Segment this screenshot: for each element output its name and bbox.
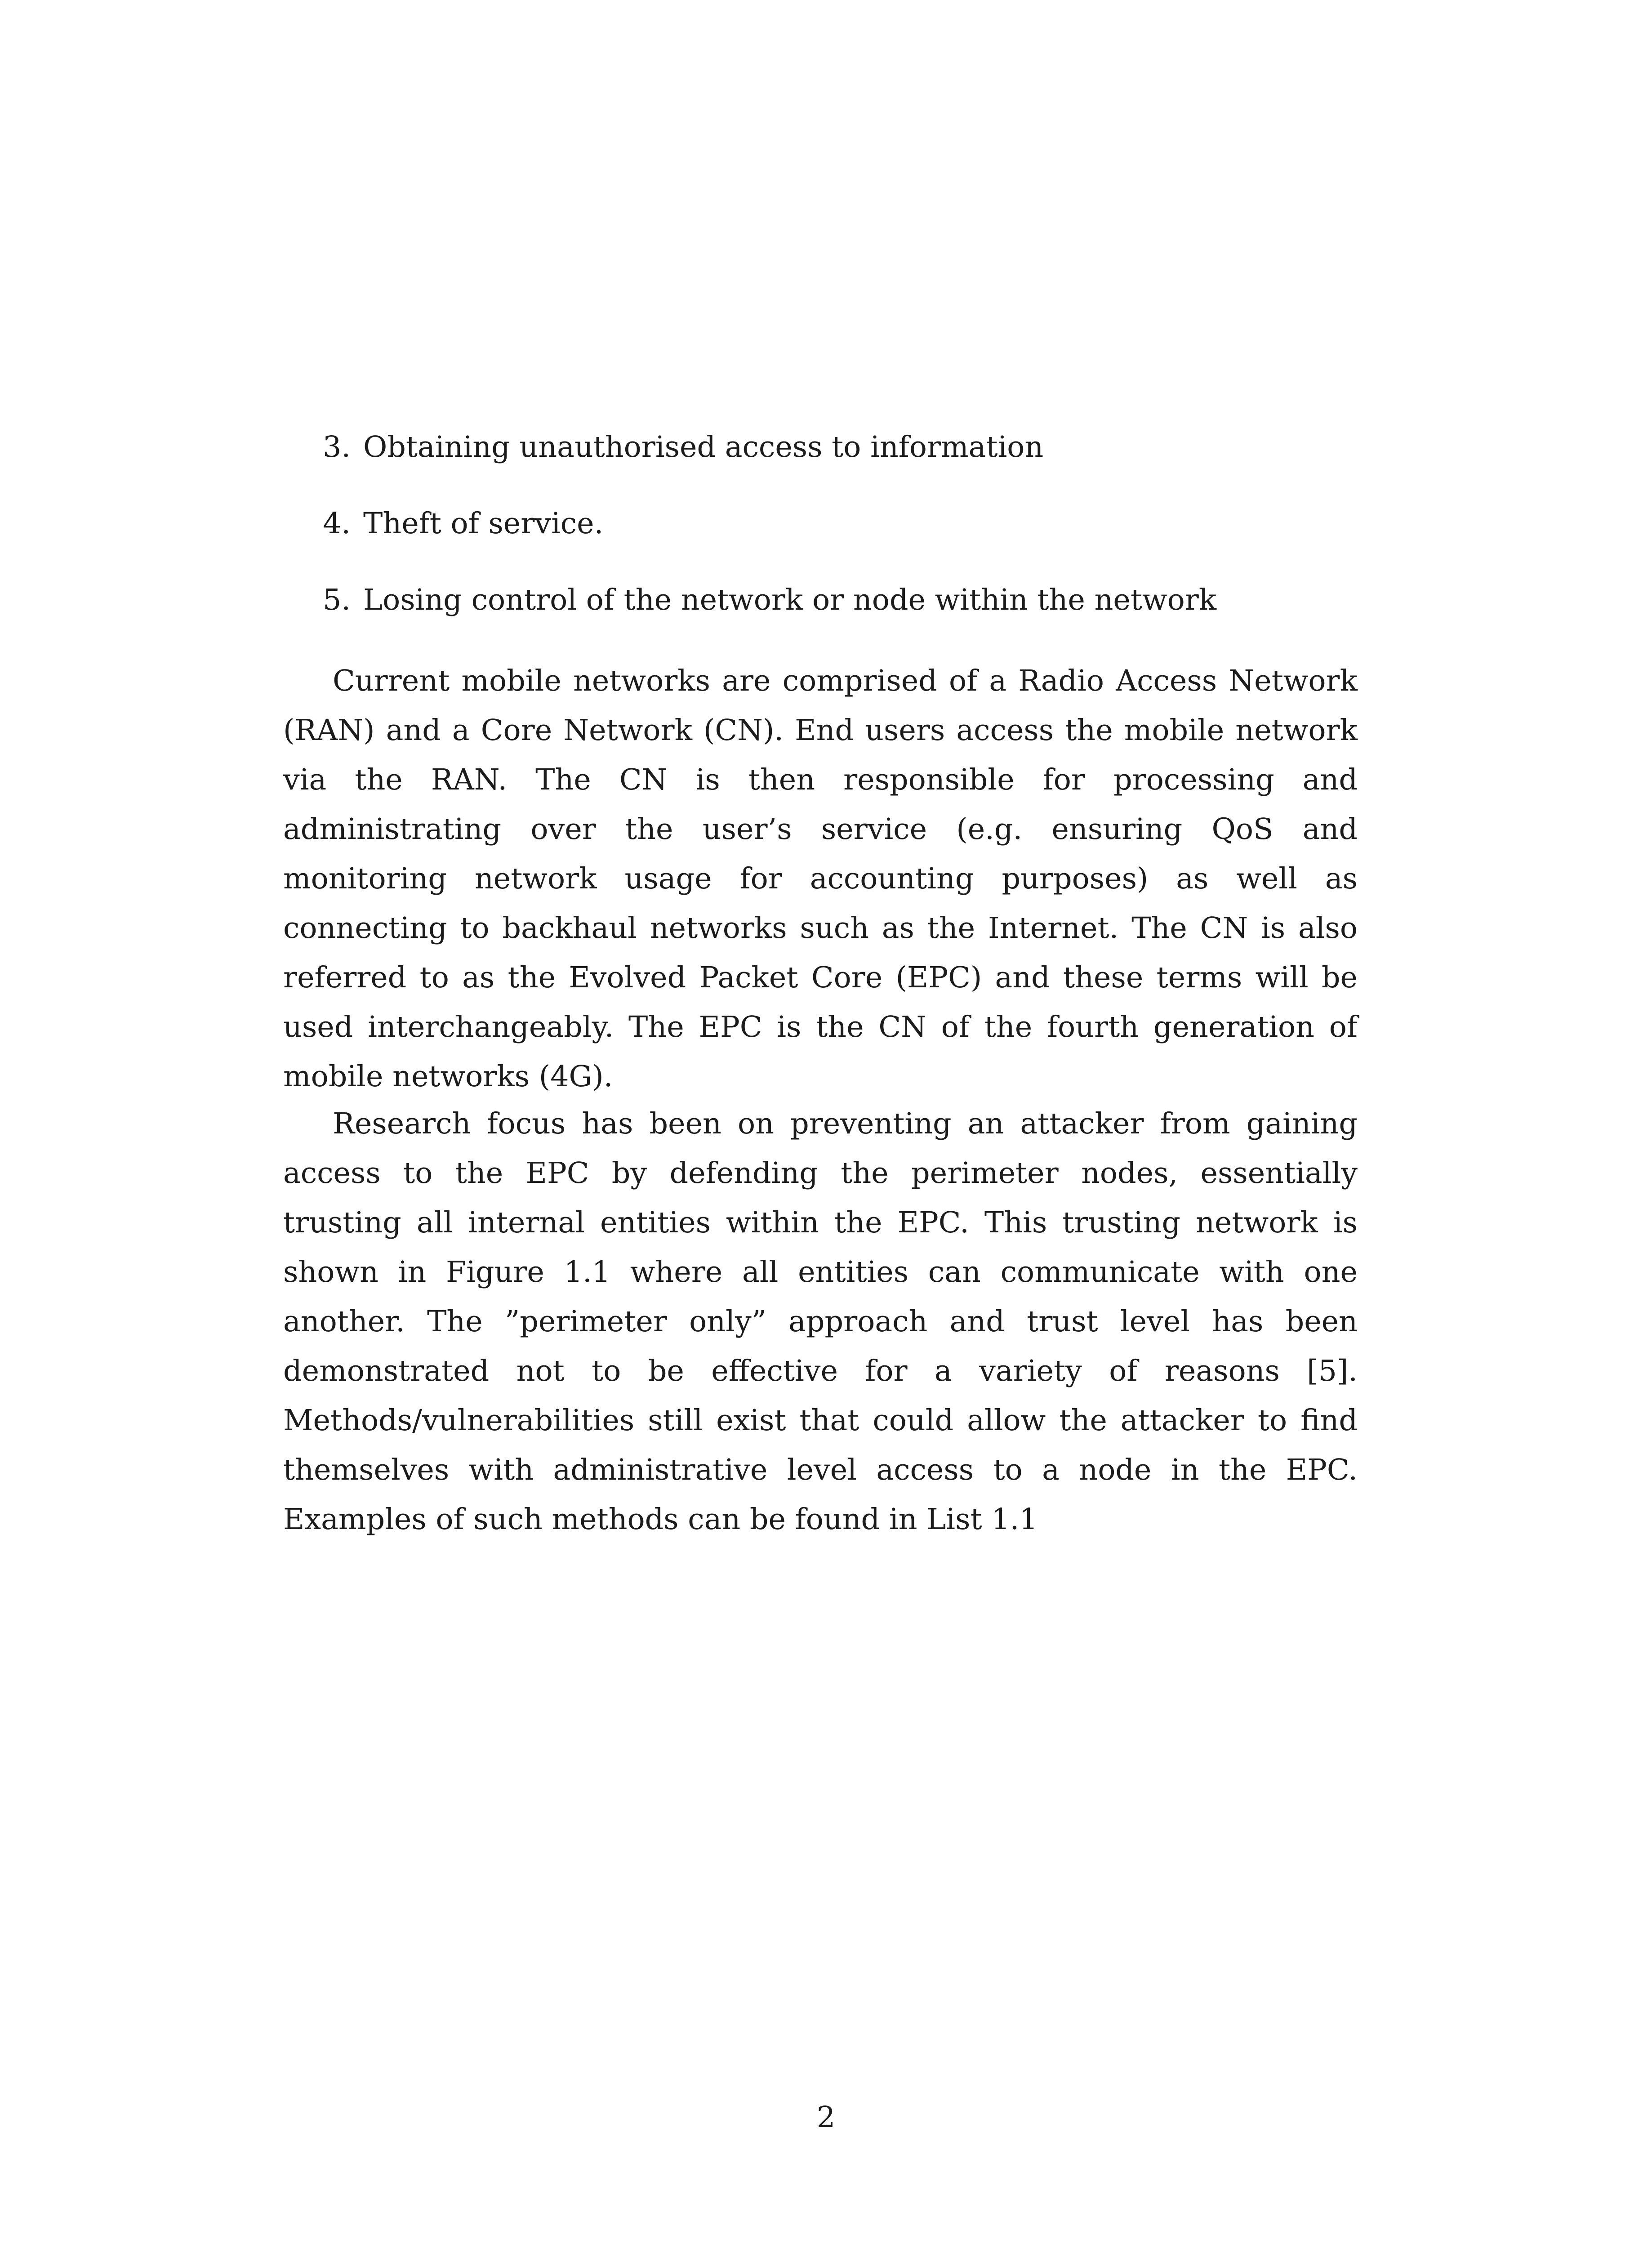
body-paragraph: Current mobile networks are comprised of a Radio Access Network (RAN) and a Core Network (CN). End users access the mobile network via the RAN. The CN is then responsible for processing and administrating over the user’s service (e.g. ensuring QoS and monitoring network usage for accounting purposes) as well as connecting to backhaul networks such as the Internet. The CN is also referred to as the Evolved Packet Core (EPC) and these terms will be used interchangeably. The EPC is the CN of the fourth generation of mobile networks (4G). xyxy=(283,664,1358,1093)
list-item-text: Losing control of the network or node within the network xyxy=(363,583,1217,617)
list-item xyxy=(283,499,1358,549)
page-number: 2 xyxy=(816,2101,836,2134)
list-item-text: Theft of service. xyxy=(363,507,604,540)
body-paragraph: Research focus has been on preventing an attacker from gaining access to the EPC by defending the perimeter nodes, essentially trusting all internal entities within the EPC. This trusting network is shown in Figure 1.1 where all entities can communicate with one another. The ”perimeter only” approach and trust level has been demonstrated not to be effective for a variety of reasons [5]. Methods/vulnerabilities still exist that could allow the attacker to find themselves with administrative level access to a node in the EPC. Examples of such methods can be found in List 1.1 xyxy=(283,1107,1358,1536)
list-item xyxy=(283,423,1358,472)
list-item-number: 4. xyxy=(323,507,351,540)
numbered-list xyxy=(283,423,1358,652)
list-item-text: Obtaining unauthorised access to information xyxy=(363,430,1044,464)
list-item xyxy=(283,575,1358,625)
list-item-number: 3. xyxy=(323,430,351,464)
list-item-number: 5. xyxy=(323,583,351,617)
